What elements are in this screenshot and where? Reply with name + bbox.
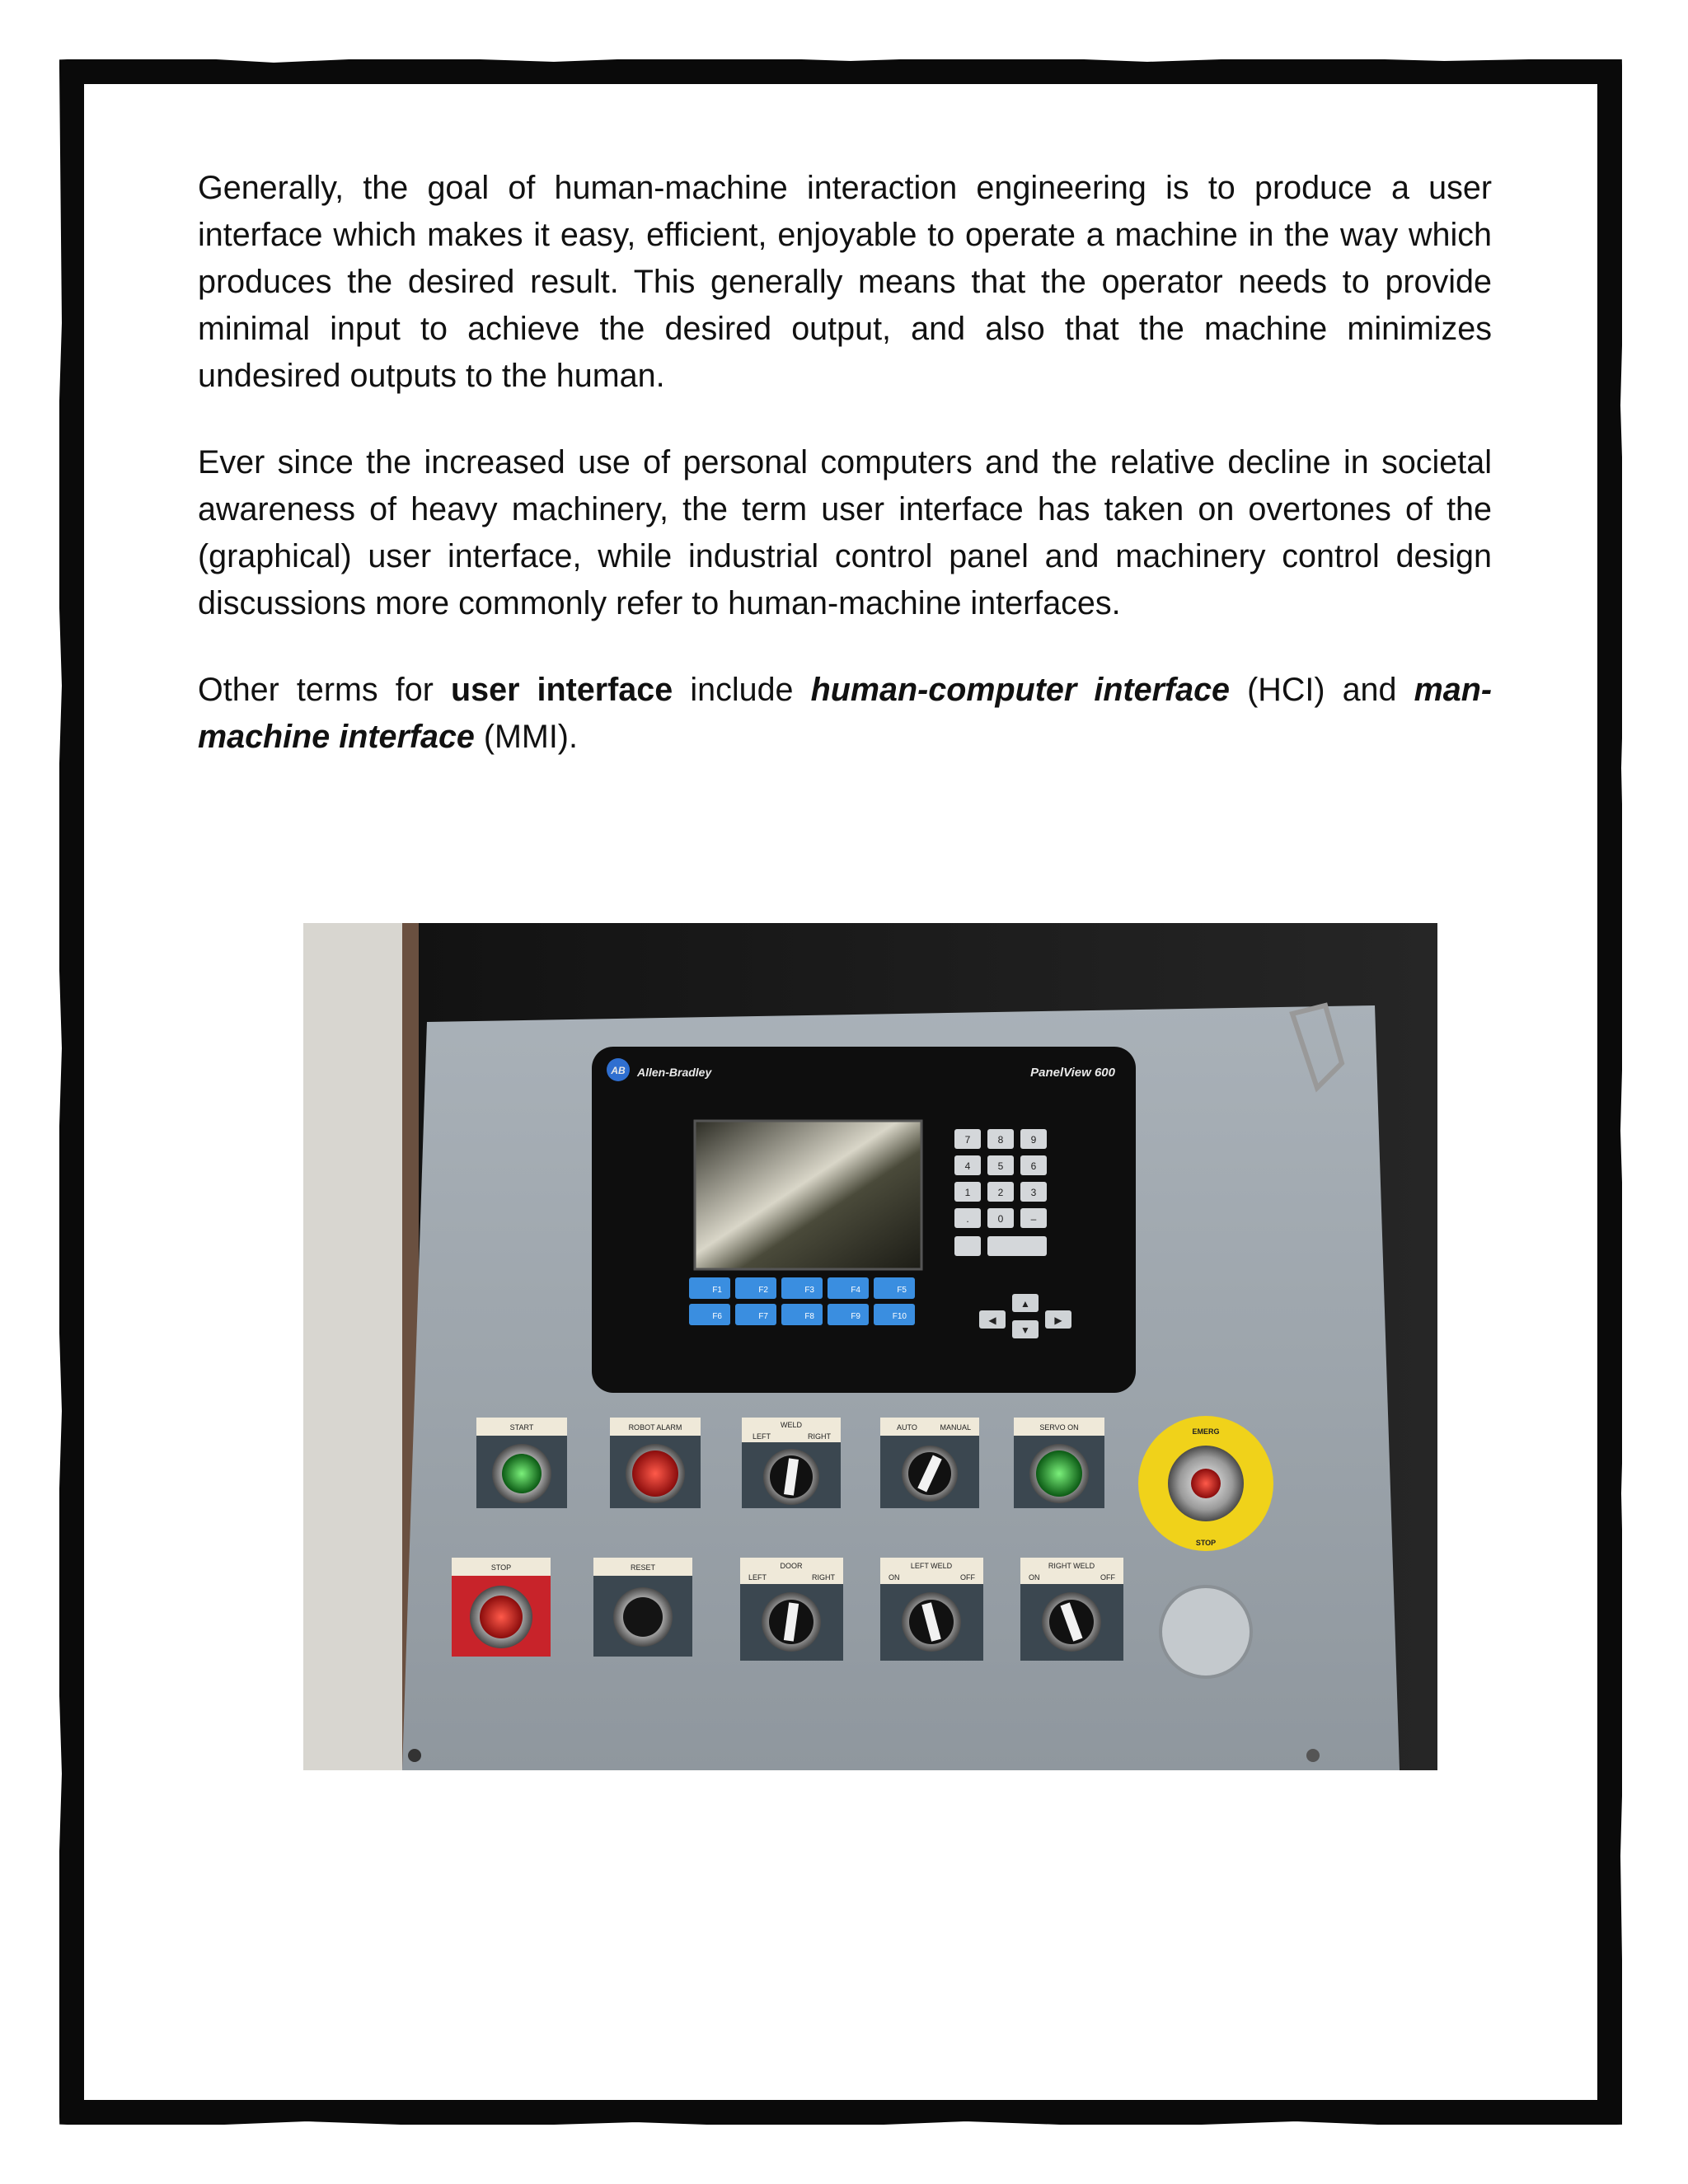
text-run: include [673, 672, 811, 708]
left-weld-off-label: OFF [960, 1573, 975, 1582]
function-key[interactable] [689, 1304, 730, 1325]
hmi-screen[interactable] [695, 1121, 921, 1269]
keypad-key-label: 2 [997, 1187, 1004, 1198]
function-key[interactable] [735, 1304, 776, 1325]
function-key-label: F2 [758, 1286, 768, 1295]
left-weld-on-label: ON [889, 1573, 900, 1582]
keypad-key-label: 0 [997, 1213, 1004, 1225]
auto-label: AUTO [897, 1423, 917, 1432]
hmi-keypad [954, 1129, 1047, 1256]
door-left-label: LEFT [748, 1573, 767, 1582]
emergency-top-label: EMERG [1192, 1427, 1220, 1436]
stop-button[interactable] [480, 1596, 523, 1638]
function-key[interactable] [828, 1304, 869, 1325]
door-label: DOOR [780, 1562, 803, 1570]
function-key[interactable] [781, 1277, 823, 1299]
body-text [198, 165, 1492, 800]
text-run: human-computer interface [810, 672, 1231, 708]
function-key[interactable] [735, 1277, 776, 1299]
brand-label: Allen-Bradley [637, 1066, 712, 1079]
function-key-label: F7 [758, 1312, 768, 1321]
right-weld-label: RIGHT WELD [1048, 1562, 1095, 1570]
emergency-bottom-label: STOP [1195, 1539, 1217, 1547]
right-weld-off-label: OFF [1100, 1573, 1115, 1582]
keypad-key-label: 7 [964, 1134, 971, 1146]
keypad-key-label: – [1030, 1213, 1037, 1225]
left-weld-label: LEFT WELD [910, 1562, 953, 1570]
arrow-down-icon: ▼ [1020, 1324, 1030, 1336]
function-key-label: F10 [892, 1312, 907, 1321]
servo-on-light [1036, 1451, 1082, 1497]
function-key-label: F6 [712, 1312, 722, 1321]
control-panel-photo [303, 923, 1437, 1770]
function-key-label: F8 [804, 1312, 814, 1321]
keypad-key-label: 1 [964, 1187, 971, 1198]
text-run: Generally, the goal of human-machine interaction engineering is to produce a user interface which makes it easy, efficient, enjoyable to operate a machine in the way which produces the desired result. This generally means that the operator needs to provide minimal input to achieve the desired output, and also that the machine minimizes undesired outputs to the human. [198, 170, 1492, 394]
function-key-label: F3 [804, 1286, 814, 1295]
function-key[interactable] [781, 1304, 823, 1325]
function-key[interactable] [828, 1277, 869, 1299]
right-weld-on-label: ON [1029, 1573, 1040, 1582]
function-key-label: F5 [897, 1286, 907, 1295]
text-run: Other terms for [198, 672, 451, 708]
keypad-back-key[interactable] [954, 1236, 981, 1256]
text-run: user interface [451, 672, 673, 708]
keypad-key-label: 5 [997, 1160, 1004, 1172]
keypad-enter-key[interactable] [987, 1236, 1047, 1256]
stop-label: STOP [490, 1563, 512, 1572]
emergency-stop-button[interactable] [1191, 1469, 1221, 1498]
function-key-label: F1 [712, 1286, 722, 1295]
blank-plug [1160, 1586, 1251, 1677]
paragraph-1 [198, 165, 1492, 400]
function-key[interactable] [874, 1277, 915, 1299]
text-run: (MMI). [474, 719, 578, 755]
paragraph-2 [198, 439, 1492, 627]
keypad-key-label: 3 [1030, 1187, 1037, 1198]
text-run: Ever since the increased use of personal computers and the relative decline in societal awareness of heavy machinery, the term user interface has taken on overtones of the (graphical) user interface, while industrial control panel and machinery control design discussions more commonly refer to human-machine interfaces. [198, 444, 1492, 621]
start-button[interactable] [502, 1454, 542, 1493]
robot-alarm-label: ROBOT ALARM [628, 1423, 682, 1432]
reset-button[interactable] [623, 1597, 663, 1637]
function-key[interactable] [689, 1277, 730, 1299]
arrow-up-icon: ▲ [1020, 1298, 1030, 1310]
servo-on-label: SERVO ON [1039, 1423, 1079, 1432]
keypad-key-label: 8 [997, 1134, 1004, 1146]
keypad-key-label: 4 [964, 1160, 971, 1172]
weld-right-label: RIGHT [808, 1432, 831, 1441]
left-cabinet [303, 923, 402, 1770]
weld-left-label: LEFT [753, 1432, 771, 1441]
function-key-label: F4 [851, 1286, 860, 1295]
function-key-label: F9 [851, 1312, 860, 1321]
text-run: man-machine interface [198, 672, 1492, 755]
text-run: (HCI) and [1230, 672, 1414, 708]
robot-alarm-light [632, 1451, 678, 1497]
weld-label: WELD [780, 1421, 803, 1429]
arrow-left-icon: ◀ [988, 1315, 996, 1326]
keypad-key-label: 9 [1030, 1134, 1037, 1146]
keypad-key-label: . [966, 1213, 969, 1225]
model-label: PanelView 600 [1030, 1066, 1115, 1080]
start-label: START [509, 1423, 534, 1432]
manual-label: MANUAL [940, 1423, 971, 1432]
paragraph-3 [198, 667, 1492, 761]
arrow-right-icon: ▶ [1054, 1315, 1062, 1326]
reset-label: RESET [630, 1563, 656, 1572]
logo-text: AB [611, 1065, 626, 1076]
keypad-key-label: 6 [1030, 1160, 1037, 1172]
door-right-label: RIGHT [812, 1573, 835, 1582]
